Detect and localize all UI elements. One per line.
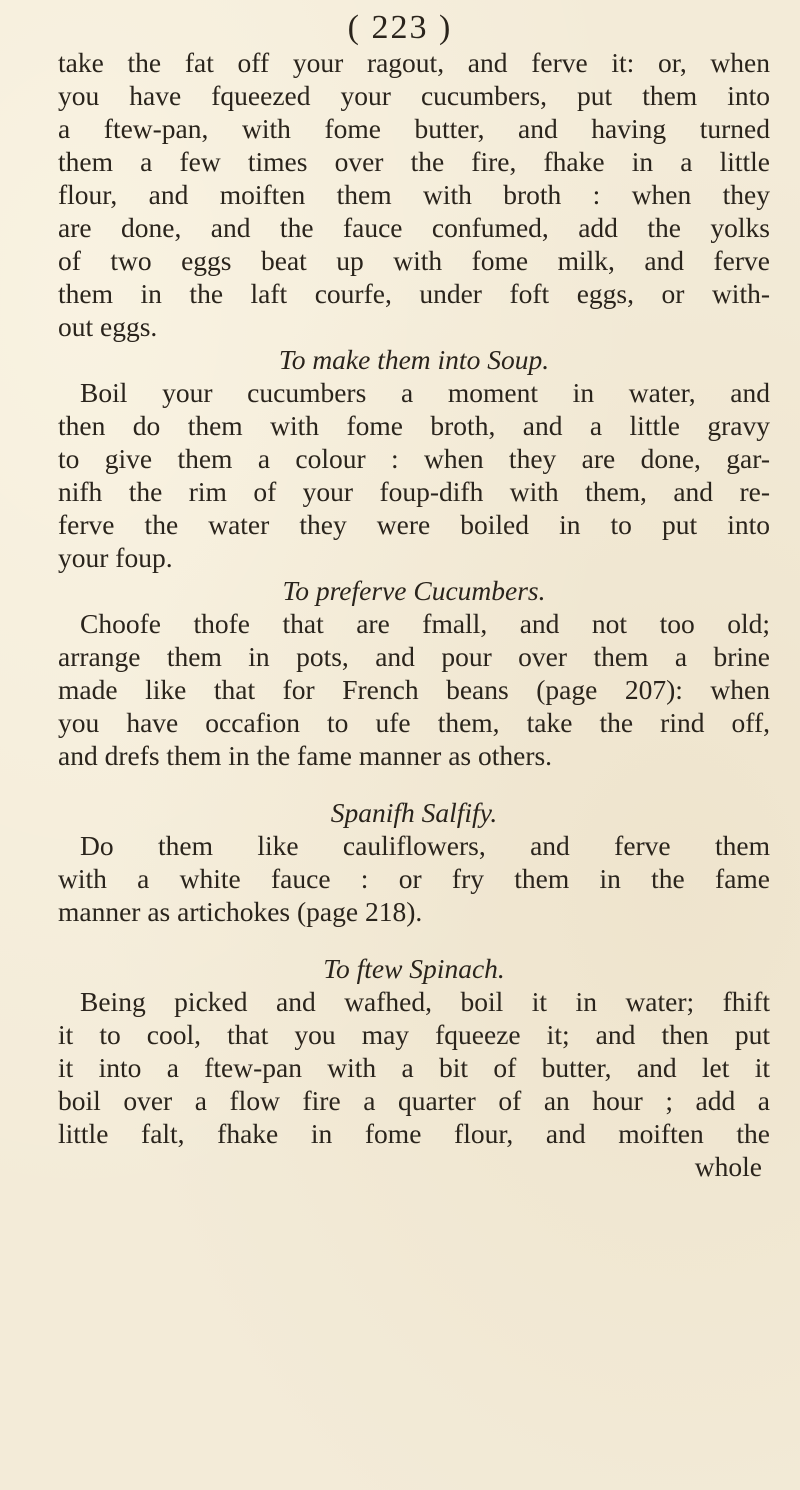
section-heading-soup: To make them into Soup. (278, 344, 550, 375)
text-line: your foup. (58, 542, 173, 573)
text-line: nifh the rim of your foup-difh with them, and re- (58, 476, 770, 507)
page-number-header: ( 223 ) (347, 9, 453, 46)
text-line: it into a ftew-pan with a bit of butter, and let it (58, 1052, 770, 1083)
text-line: ferve the water they were boiled in to put into (58, 509, 770, 540)
text-line: made like that for French beans (page 207): when (58, 674, 770, 705)
text-line: Boil your cucumbers a moment in water, and (80, 377, 770, 408)
text-line: are done, and the fauce confumed, add the yolks (58, 212, 770, 243)
text-line: take the fat off your ragout, and ferve it: or, when (58, 47, 770, 78)
text-line: it to cool, that you may fqueeze it; and then put (58, 1019, 770, 1050)
text-line: Do them like cauliflowers, and ferve them (80, 830, 770, 861)
text-line: boil over a flow fire a quarter of an hour ; add a (58, 1085, 770, 1116)
section-heading-stew-spinach: To ftew Spinach. (323, 953, 505, 984)
text-line: and drefs them in the fame manner as others. (58, 740, 553, 771)
text-line: to give them a colour : when they are done, gar- (58, 443, 770, 474)
text-line: out eggs. (58, 311, 158, 342)
text-line: Being picked and wafhed, boil it in water; fhift (80, 986, 770, 1017)
text-line: of two eggs beat up with fome milk, and ferve (58, 245, 770, 276)
text-line: flour, and moiften them with broth : when they (58, 179, 770, 210)
catchword: whole (694, 1151, 762, 1182)
text-line: with a white fauce : or fry them in the fame (58, 863, 770, 894)
text-line: arrange them in pots, and pour over them a brine (58, 641, 770, 672)
page-body (58, 46, 770, 1183)
text-line: a ftew-pan, with fome butter, and having turned (58, 113, 770, 144)
text-line: you have occafion to ufe them, take the rind off, (58, 707, 770, 738)
text-line: you have fqueezed your cucumbers, put them into (58, 80, 770, 111)
text-line: Choofe thofe that are fmall, and not too old; (80, 608, 770, 639)
text-line: little falt, fhake in fome flour, and moiften the (58, 1118, 770, 1149)
text-line: them a few times over the fire, fhake in a little (58, 146, 770, 177)
text-line: manner as artichokes (page 218). (58, 896, 423, 927)
text-line: them in the laft courfe, under foft eggs, or with- (58, 278, 770, 309)
spacer (58, 928, 770, 952)
section-heading-preserve-cucumbers: To preferve Cucumbers. (282, 575, 546, 606)
section-heading-spanish-salsify: Spanifh Salfify. (330, 797, 498, 828)
spacer (58, 772, 770, 796)
text-line: then do them with fome broth, and a little gravy (58, 410, 770, 441)
